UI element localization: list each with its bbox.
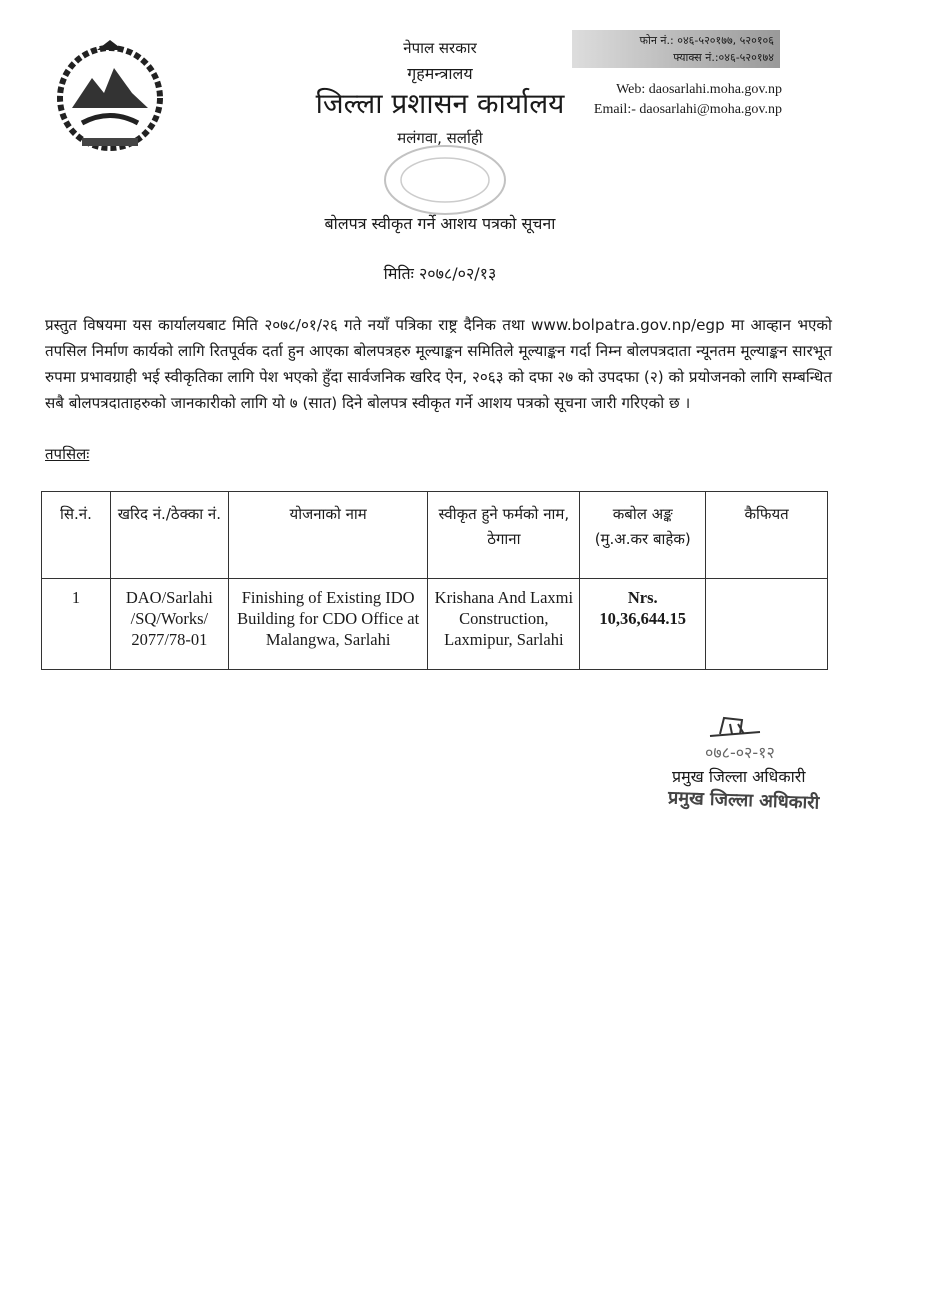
office-location: मलंगवा, सर्लाही	[397, 129, 483, 147]
notice-subject: बोलपत्र स्वीकृत गर्ने आशय पत्रको सूचना	[324, 214, 556, 233]
amount-value: 10,36,644.15	[599, 609, 687, 628]
notice-date: मितिः २०७८/०२/१३	[383, 264, 497, 283]
header-remarks: कैफियत	[706, 492, 828, 579]
cell-firm: Krishana And Laxmi Construction, Laxmipur, Sarlahi	[428, 579, 580, 670]
fax-number: फ्याक्स नं.:०४६-५२०१७४	[673, 51, 774, 64]
website: Web: daosarlahi.moha.gov.np	[616, 82, 782, 97]
office-stamp	[370, 140, 520, 220]
cell-amount	[580, 579, 706, 670]
header-amount: कबोल अङ्क (मु.अ.कर बाहेक)	[580, 492, 706, 579]
contact-box	[572, 30, 780, 68]
government-name: नेपाल सरकार	[403, 39, 477, 57]
email: Email:- daosarlahi@moha.gov.np	[593, 102, 782, 117]
office-name: जिल्ला प्रशासन कार्यालय	[315, 87, 565, 120]
table-header-row	[42, 492, 828, 579]
signature	[680, 712, 820, 772]
header-firm: स्वीकृत हुने फर्मको नाम, ठेगाना	[428, 492, 580, 579]
notice-body: प्रस्तुत विषयमा यस कार्यालयबाट मिति २०७८/०१/२६ गते नयाँ पत्रिका राष्ट्र दैनिक तथा www.bolpatra.gov.np/egp मा आव्हान भएको तपसिल निर्माण कार्यको लागि रितपूर्वक दर्ता हुन आएका बोलपत्रहरु मूल्याङ्कन समितिले मूल्याङ्कन गर्दा निम्न बोलपत्रदाता न्यूनतम मूल्याङ्कन सारभूत रुपमा प्रभावग्राही भई स्वीकृतिका लागि पेश भएको हुँदा सार्वजनिक खरिद ऐन, २०६३ को दफा २७ को उपदफा (२) को प्रयोजनको लागि सम्बन्धित सबै बोलपत्रदाताहरुको जानकारीको लागि यो ७ (सात) दिने बोलपत्र स्वीकृत गर्ने आशय पत्रको सूचना जारी गरिएको छ ।	[45, 316, 832, 412]
cell-sn: 1	[42, 579, 111, 670]
details-label: तपसिलः	[45, 445, 90, 463]
phone-number: फोन नं.: ०४६-५२०१७७, ५२०१०६	[639, 34, 774, 47]
table-row	[42, 579, 828, 670]
amount-prefix: Nrs.	[627, 588, 658, 607]
signatory-title: प्रमुख जिल्ला अधिकारी	[672, 767, 806, 786]
header-project: योजनाको नाम	[228, 492, 428, 579]
ministry-name: गृहमन्त्रालय	[407, 64, 473, 83]
header-contract-no: खरिद नं./ठेक्का नं.	[110, 492, 228, 579]
cell-remarks	[706, 579, 828, 670]
award-table	[41, 491, 828, 670]
cell-project: Finishing of Existing IDO Building for CDO Office at Malangwa, Sarlahi	[228, 579, 428, 670]
signatory-stamp: प्रमुख जिल्ला अधिकारी	[667, 787, 820, 814]
cell-contract-no: DAO/Sarlahi /SQ/Works/ 2077/78-01	[110, 579, 228, 670]
header-sn: सि.नं.	[42, 492, 111, 579]
handwritten-date: ०७८-०२-१२	[705, 743, 775, 762]
nepal-emblem-logo	[52, 38, 168, 154]
web-contact	[560, 80, 782, 120]
